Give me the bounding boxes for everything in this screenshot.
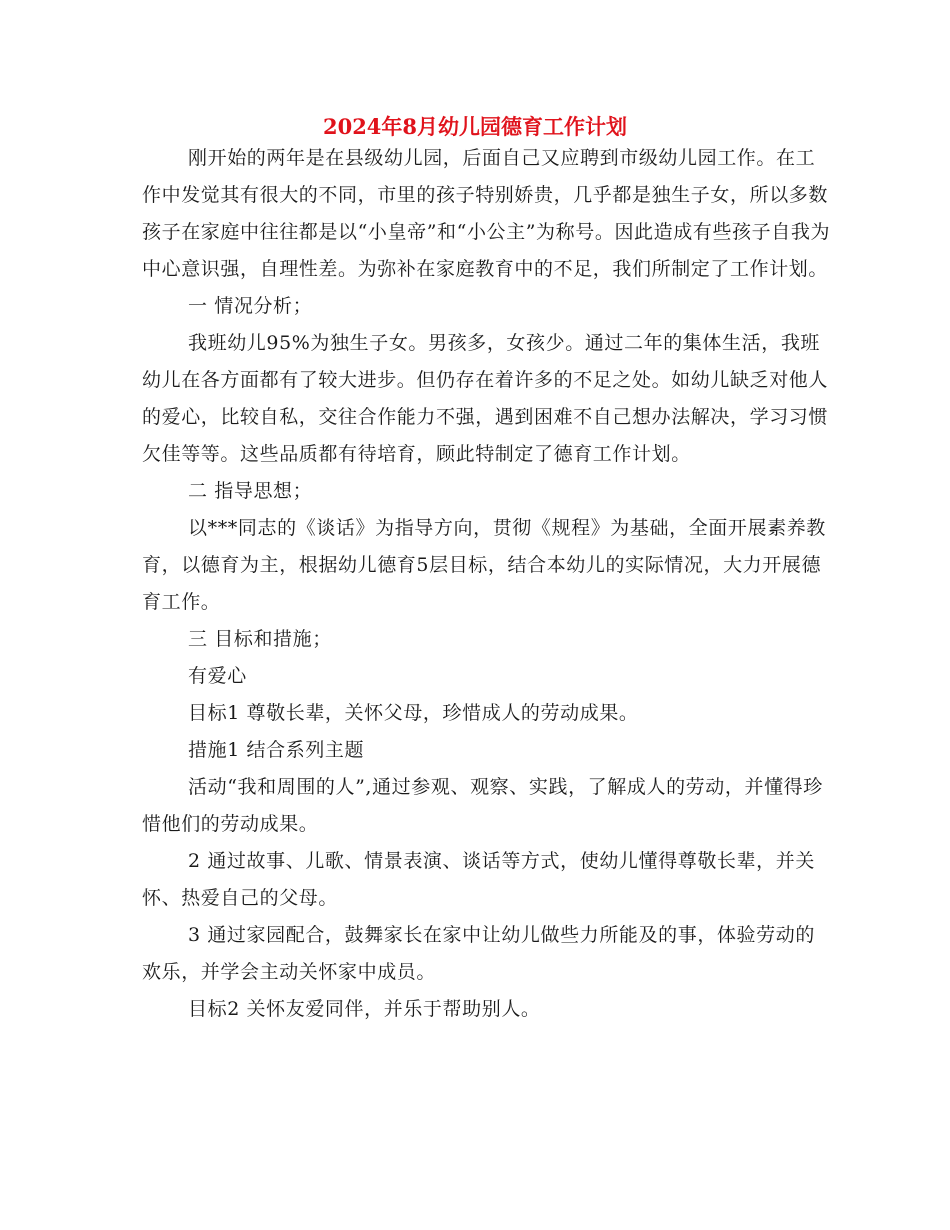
measure-3: 3 通过家园配合，鼓舞家长在家中让幼儿做些力所能及的事，体验劳动的欢乐，并学会主动关怀家中成员。 bbox=[142, 924, 815, 983]
goal-2: 目标2 关怀友爱同伴，并乐于帮助别人。 bbox=[188, 998, 541, 1020]
measure-1: 措施1 结合系列主题 bbox=[188, 739, 365, 761]
document-title: 2024年8月幼儿园德育工作计划 bbox=[322, 114, 628, 139]
subheading-love: 有爱心 bbox=[188, 665, 247, 687]
heading-situation-analysis: 一 情况分析； bbox=[188, 295, 313, 317]
heading-guiding-ideology: 二 指导思想； bbox=[188, 480, 313, 502]
paragraph-situation: 我班幼儿95%为独生子女。男孩多，女孩少。通过二年的集体生活，我班幼儿在各方面都有了较大进步。但仍存在着许多的不足之处。如幼儿缺乏对他人的爱心，比较自私，交往合作能力不强，遇到困难不自己想办法解决，学习习惯欠佳等等。这些品质都有待培育，顾此特制定了德育工作计划。 bbox=[142, 332, 829, 465]
document-body bbox=[142, 140, 832, 1028]
heading-goals-measures: 三 目标和措施； bbox=[188, 628, 332, 650]
measure-2: 2 通过故事、儿歌、情景表演、谈话等方式，使幼儿懂得尊敬长辈，并关怀、热爱自己的父母。 bbox=[142, 850, 815, 909]
paragraph-activity: 活动“我和周围的人”,通过参观、观察、实践，了解成人的劳动，并懂得珍惜他们的劳动成果。 bbox=[142, 776, 823, 835]
paragraph-guiding: 以***同志的《谈话》为指导方向，贯彻《规程》为基础，全面开展素养教育，以德育为主，根据幼儿德育5层目标，结合本幼儿的实际情况，大力开展德育工作。 bbox=[142, 517, 826, 613]
paragraph-intro: 刚开始的两年是在县级幼儿园，后面自己又应聘到市级幼儿园工作。在工作中发觉其有很大的不同，市里的孩子特别娇贵，几乎都是独生子女，所以多数孩子在家庭中往往都是以“小皇帝”和“小公主”为称号。因此造成有些孩子自我为中心意识强，自理性差。为弥补在家庭教育中的不足，我们所制定了工作计划。 bbox=[142, 147, 831, 280]
goal-1: 目标1 尊敬长辈，关怀父母，珍惜成人的劳动成果。 bbox=[188, 702, 639, 724]
